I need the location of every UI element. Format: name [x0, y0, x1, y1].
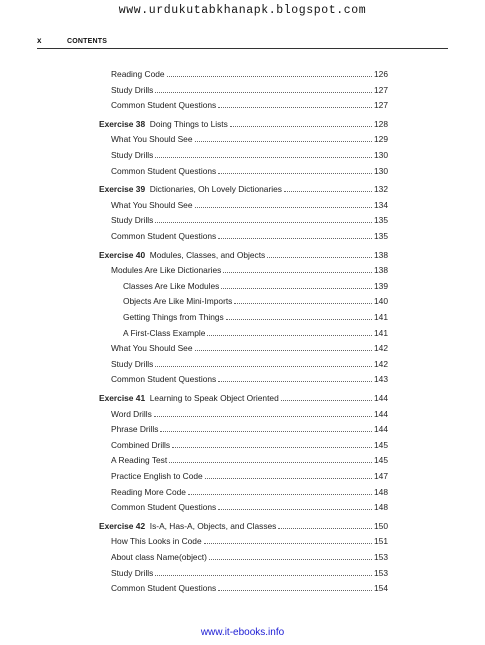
toc-entry-label: Combined Drills: [111, 439, 171, 450]
toc-page-number: 132: [374, 184, 388, 195]
toc-entry-title: [111, 265, 221, 275]
exercise-number: Exercise 41: [99, 393, 146, 403]
toc-entry-title: [111, 166, 216, 176]
toc-entry-title: [111, 359, 153, 369]
toc-entry[interactable]: [111, 536, 388, 549]
dot-leader: [205, 472, 372, 479]
dot-leader: [155, 360, 372, 367]
toc-entry-title: [111, 487, 186, 497]
toc-entry-title: [111, 343, 193, 353]
toc-page-number: 135: [374, 231, 388, 241]
dot-leader: [172, 441, 372, 448]
toc-entry-title: [99, 250, 265, 260]
toc-entry-title: [123, 281, 219, 291]
toc-entry-title: [99, 521, 276, 531]
dot-leader: [218, 584, 372, 591]
toc-entry-title: [111, 69, 165, 79]
toc-entry-title: [111, 536, 202, 546]
dot-leader: [195, 344, 373, 351]
toc-page-number: 144: [374, 424, 388, 435]
toc-entry-label: Common Student Questions: [111, 502, 217, 513]
dot-leader: [155, 216, 372, 223]
dot-leader: [226, 313, 372, 320]
toc-page-number: 148: [374, 486, 388, 497]
dot-leader: [284, 185, 372, 192]
toc-entry-label: Study Drills: [111, 215, 154, 226]
toc-exercise-entry[interactable]: [99, 250, 388, 263]
toc-page-number: 142: [374, 343, 388, 354]
toc-entry[interactable]: [111, 455, 388, 468]
dot-leader: [267, 251, 372, 258]
toc-entry-label: Learning to Speak Object Oriented: [149, 393, 279, 403]
toc-entry[interactable]: [111, 359, 388, 372]
dot-leader: [278, 522, 372, 529]
toc-page-number: 145: [374, 455, 388, 466]
toc-entry[interactable]: [123, 281, 388, 294]
toc-entry-label: Classes Are Like Modules: [123, 280, 220, 291]
dot-leader: [155, 569, 372, 576]
dot-leader: [218, 503, 372, 510]
toc-page-number: 129: [374, 134, 388, 145]
toc-page-number: 154: [374, 583, 388, 594]
toc-page-number: 143: [374, 374, 388, 385]
toc-page-number: 141: [374, 312, 388, 322]
toc-entry-label: Phrase Drills: [111, 424, 159, 435]
toc-page-number: 142: [374, 358, 388, 369]
toc-entry-title: [99, 393, 279, 403]
toc-entry[interactable]: [111, 69, 388, 82]
toc-entry[interactable]: [111, 343, 388, 356]
toc-entry[interactable]: [111, 552, 388, 565]
toc-page-number: 139: [374, 280, 388, 291]
dot-leader: [155, 151, 372, 158]
page-number: x: [37, 36, 42, 45]
toc-page-number: 127: [374, 84, 388, 95]
dot-leader: [218, 167, 372, 174]
toc-page-number: 141: [374, 327, 388, 338]
toc-entry-label: Common Student Questions: [111, 100, 217, 111]
dot-leader: [234, 297, 372, 304]
dot-leader: [218, 375, 372, 382]
dot-leader: [155, 86, 372, 93]
toc-entry[interactable]: [111, 134, 388, 147]
toc-entry[interactable]: [123, 328, 388, 341]
toc-entry-label: A First-Class Example: [123, 327, 206, 338]
toc-entry-label: Study Drills: [111, 358, 154, 369]
dot-leader: [160, 425, 372, 432]
footer-url[interactable]: www.it-ebooks.info: [200, 627, 285, 638]
toc-entry[interactable]: [111, 215, 388, 228]
toc-entry[interactable]: [111, 440, 388, 453]
toc-exercise-entry[interactable]: [99, 119, 388, 132]
toc-entry[interactable]: [111, 231, 388, 244]
dot-leader: [169, 456, 372, 463]
toc-page-number: 145: [374, 439, 388, 450]
toc-entry[interactable]: [111, 150, 388, 163]
toc-entry-title: [111, 568, 153, 578]
header-rule: [37, 48, 448, 49]
toc-entry-label: What You Should See: [111, 199, 193, 210]
toc-page-number: 128: [374, 118, 388, 129]
toc-entry-label: What You Should See: [111, 134, 193, 145]
dot-leader: [207, 329, 372, 336]
dot-leader: [154, 410, 372, 417]
toc-entry[interactable]: [111, 374, 388, 387]
exercise-number: Exercise 39: [99, 184, 146, 195]
toc-entry-label: Common Student Questions: [111, 165, 217, 176]
toc-entry[interactable]: [111, 568, 388, 581]
toc-entry-label: Study Drills: [111, 567, 154, 578]
toc-entry[interactable]: [111, 166, 388, 179]
dot-leader: [218, 232, 372, 239]
exercise-number: Exercise 40: [99, 249, 146, 260]
toc-exercise-entry[interactable]: [99, 521, 388, 534]
toc-entry[interactable]: [111, 85, 388, 98]
exercise-number: Exercise 38: [99, 118, 146, 129]
toc-entry-label: Modules, Classes, and Objects: [149, 249, 266, 260]
header-title: CONTENTS: [67, 38, 108, 45]
toc-entry[interactable]: [111, 502, 388, 515]
toc-entry-label: Practice English to Code: [111, 471, 203, 481]
toc-page-number: 148: [374, 502, 388, 513]
toc-entry-title: [111, 374, 216, 384]
toc-entry-label: Is-A, Has-A, Objects, and Classes: [149, 520, 277, 531]
toc-entry-title: [123, 296, 232, 306]
toc-page-number: 126: [374, 69, 388, 79]
toc-entry[interactable]: [123, 296, 388, 309]
dot-leader: [218, 101, 372, 108]
toc-page-number: 151: [374, 536, 388, 547]
toc-entry-title: [111, 583, 216, 593]
toc-entry-title: [123, 328, 205, 338]
toc-entry-label: What You Should See: [111, 343, 193, 354]
toc-page-number: 150: [374, 520, 388, 531]
toc-entry[interactable]: [111, 424, 388, 437]
toc-entry[interactable]: [111, 200, 388, 213]
toc-entry[interactable]: [111, 409, 388, 422]
toc-entry[interactable]: [123, 312, 388, 325]
toc-entry-label: Study Drills: [111, 150, 154, 160]
toc-entry[interactable]: [111, 487, 388, 500]
dot-leader: [188, 488, 372, 495]
toc-entry-title: [111, 409, 152, 419]
toc-page-number: 135: [374, 215, 388, 226]
toc-entry-title: [99, 184, 282, 194]
toc-entry-title: [99, 119, 228, 129]
toc-page-number: 134: [374, 199, 388, 210]
toc-entry-title: [111, 100, 216, 110]
toc-entry-title: [111, 134, 193, 144]
toc-page-number: 153: [374, 552, 388, 562]
running-header: [37, 36, 447, 45]
toc-entry[interactable]: [111, 265, 388, 278]
toc-page-number: 138: [374, 249, 388, 260]
dot-leader: [230, 120, 372, 127]
toc-entry-label: Objects Are Like Mini-Imports: [123, 296, 233, 307]
toc-page-number: 127: [374, 100, 388, 111]
toc-entry-label: Getting Things from Things: [123, 312, 224, 322]
toc-entry-label: Reading More Code: [111, 486, 186, 497]
toc-page-number: 144: [374, 408, 388, 419]
toc-page-number: 140: [374, 296, 388, 307]
toc-entry-title: [111, 552, 207, 562]
dot-leader: [167, 70, 372, 77]
toc-entry[interactable]: [111, 100, 388, 113]
toc-entry-title: [111, 471, 203, 481]
toc-entry-label: Modules Are Like Dictionaries: [111, 265, 222, 276]
toc-entry-label: Dictionaries, Oh Lovely Dictionaries: [149, 184, 282, 195]
toc-page-number: 138: [374, 265, 388, 276]
toc-entry-label: How This Looks in Code: [111, 536, 202, 547]
toc-page-number: 130: [374, 165, 388, 176]
toc-page-number: 144: [374, 393, 388, 403]
toc-entry-title: [111, 231, 216, 241]
toc-entry-title: [111, 455, 167, 465]
dot-leader: [204, 537, 372, 544]
toc-entry-title: [111, 502, 216, 512]
toc-page-number: 147: [374, 471, 388, 481]
toc-entry-label: Common Student Questions: [111, 374, 217, 385]
toc-page-number: 153: [374, 567, 388, 578]
toc-entry-label: Word Drills: [111, 408, 152, 419]
dot-leader: [195, 135, 373, 142]
toc-entry-title: [111, 150, 153, 160]
toc-entry-title: [111, 215, 153, 225]
dot-leader: [195, 201, 373, 208]
toc-entry-title: [123, 312, 224, 322]
toc-entry-title: [111, 424, 158, 434]
toc-entry-label: Doing Things to Lists: [149, 118, 228, 129]
toc-entry[interactable]: [111, 471, 388, 484]
toc-exercise-entry[interactable]: [99, 184, 388, 197]
dot-leader: [221, 282, 372, 289]
toc-entry-label: Common Student Questions: [111, 231, 217, 241]
toc-entry-label: Reading Code: [111, 69, 165, 79]
toc-entry-label: About class Name(object): [111, 552, 207, 562]
toc-entry-title: [111, 200, 193, 210]
dot-leader: [209, 553, 372, 560]
toc-exercise-entry[interactable]: [99, 393, 388, 406]
toc-entry-title: [111, 440, 170, 450]
dot-leader: [223, 266, 372, 273]
toc-entry-title: [111, 85, 153, 95]
toc-page-number: 130: [374, 150, 388, 160]
toc-entry-label: Common Student Questions: [111, 583, 217, 594]
toc-entry[interactable]: [111, 583, 388, 596]
dot-leader: [281, 394, 372, 401]
toc-entry-label: Study Drills: [111, 84, 154, 95]
watermark-url: www.urdukutabkhanapk.blogspot.com: [118, 4, 367, 17]
exercise-number: Exercise 42: [99, 520, 146, 531]
toc-entry-label: A Reading Test: [111, 455, 168, 466]
